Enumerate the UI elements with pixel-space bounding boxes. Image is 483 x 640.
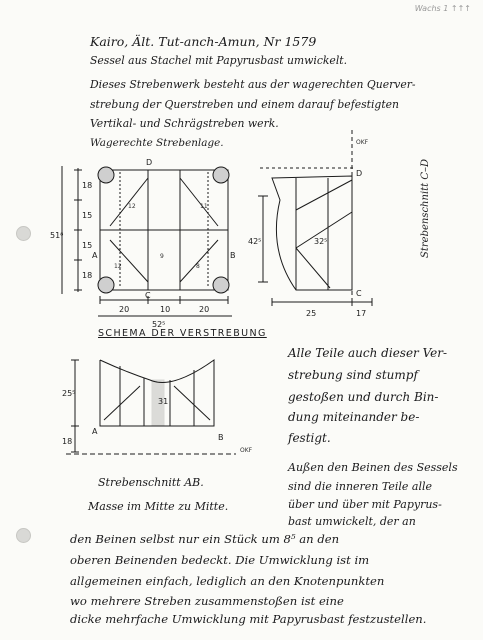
side-section-label: Strebenschnitt C–D bbox=[420, 158, 431, 258]
bottom-text-line-5: dicke mehrfache Umwicklung mit Papyrusbast festzustellen. bbox=[70, 612, 427, 626]
right-note-line-1: Alle Teile auch dieser Ver- bbox=[288, 346, 448, 360]
member-mark-1: 12 bbox=[114, 263, 122, 270]
right-note-line-4: dung miteinander be- bbox=[288, 410, 420, 424]
okf-side: OKF bbox=[356, 139, 369, 146]
label-d-side: D bbox=[356, 169, 363, 178]
bottom-text-line-2: oberen Beinenden bedeckt. Die Umwicklung ist im bbox=[70, 553, 370, 567]
bottom-text-line-1: den Beinen selbst nur ein Stück um 8⁵ an den bbox=[70, 532, 340, 546]
side-text-line-1: Außen den Beinen des Sessels bbox=[288, 461, 458, 474]
right-note-line-2: strebung sind stumpf bbox=[288, 368, 418, 382]
caption-strebenschnitt-ab: Strebenschnitt AB. bbox=[98, 476, 204, 489]
label-b-lower: B bbox=[218, 433, 224, 442]
dim-bottom-1: 20 bbox=[119, 305, 130, 314]
side-text-line-2: sind die inneren Teile alle bbox=[288, 480, 433, 493]
bottom-text-line-4: wo mehrere Streben zusammenstoßen ist eine bbox=[70, 594, 344, 608]
dim-bottom-2: 10 bbox=[160, 305, 171, 314]
dim-side-25: 25 bbox=[306, 309, 317, 318]
header-line-2: Sessel aus Stachel mit Papyrusbast umwickelt. bbox=[90, 54, 348, 67]
schema-title: SCHEMA DER VERSTREBUNG bbox=[98, 328, 267, 339]
dim-lower-18: 18 bbox=[62, 437, 73, 446]
right-note-line-5: festigt. bbox=[288, 431, 331, 445]
header-line-1: Kairo, Ält. Tut-anch-Amun, Nr 1579 bbox=[90, 34, 317, 49]
okf-lower: OKF bbox=[240, 447, 253, 454]
intro-line-2: strebung der Querstreben und einem darauf befestigten bbox=[90, 98, 400, 111]
dim-left-3: 15 bbox=[82, 241, 93, 250]
dim-total-width: 52⁵ bbox=[152, 320, 166, 329]
dim-lower-31: 31 bbox=[158, 397, 169, 406]
section-heading: Wagerechte Strebenlage. bbox=[90, 137, 224, 149]
intro-line-3: Vertikal- und Schrägstreben werk. bbox=[90, 117, 279, 130]
label-c-side: C bbox=[356, 289, 362, 298]
member-mark-3: 9 bbox=[160, 253, 164, 260]
right-note-line-3: gestoßen und durch Bin- bbox=[288, 390, 439, 404]
dim-left-4: 18 bbox=[82, 271, 93, 280]
intro-line-1: Dieses Strebenwerk besteht aus der wagerechten Querver- bbox=[90, 78, 416, 91]
dim-side-inner: 32⁵ bbox=[314, 237, 328, 246]
label-a-lower: A bbox=[92, 427, 98, 436]
label-b-top: B bbox=[230, 251, 236, 260]
label-d-top: D bbox=[146, 158, 153, 167]
side-text-line-4: bast umwickelt, der an bbox=[288, 515, 416, 528]
archive-pencil-note: Wachs 1 ↑↑↑ bbox=[414, 4, 471, 13]
dim-total-depth: 51⁸ bbox=[50, 231, 64, 240]
caption-measure-note: Masse im Mitte zu Mitte. bbox=[88, 500, 229, 513]
member-mark-2: 12 bbox=[128, 203, 136, 210]
side-text-line-3: über und über mit Papyrus- bbox=[288, 498, 442, 511]
dim-side-height: 42⁵ bbox=[248, 237, 262, 246]
dim-lower-height: 25⁵ bbox=[62, 389, 76, 398]
dim-side-17: 17 bbox=[356, 309, 367, 318]
dim-left-1: 18 bbox=[82, 181, 93, 190]
bottom-text-line-3: allgemeinen einfach, lediglich an den Knotenpunkten bbox=[70, 574, 385, 588]
member-mark-5: 11 bbox=[200, 203, 208, 210]
label-c-top: C bbox=[145, 291, 151, 300]
dim-left-2: 15 bbox=[82, 211, 93, 220]
member-mark-4: 8 bbox=[196, 263, 200, 270]
label-a-top: A bbox=[92, 251, 98, 260]
dim-bottom-3: 20 bbox=[199, 305, 210, 314]
